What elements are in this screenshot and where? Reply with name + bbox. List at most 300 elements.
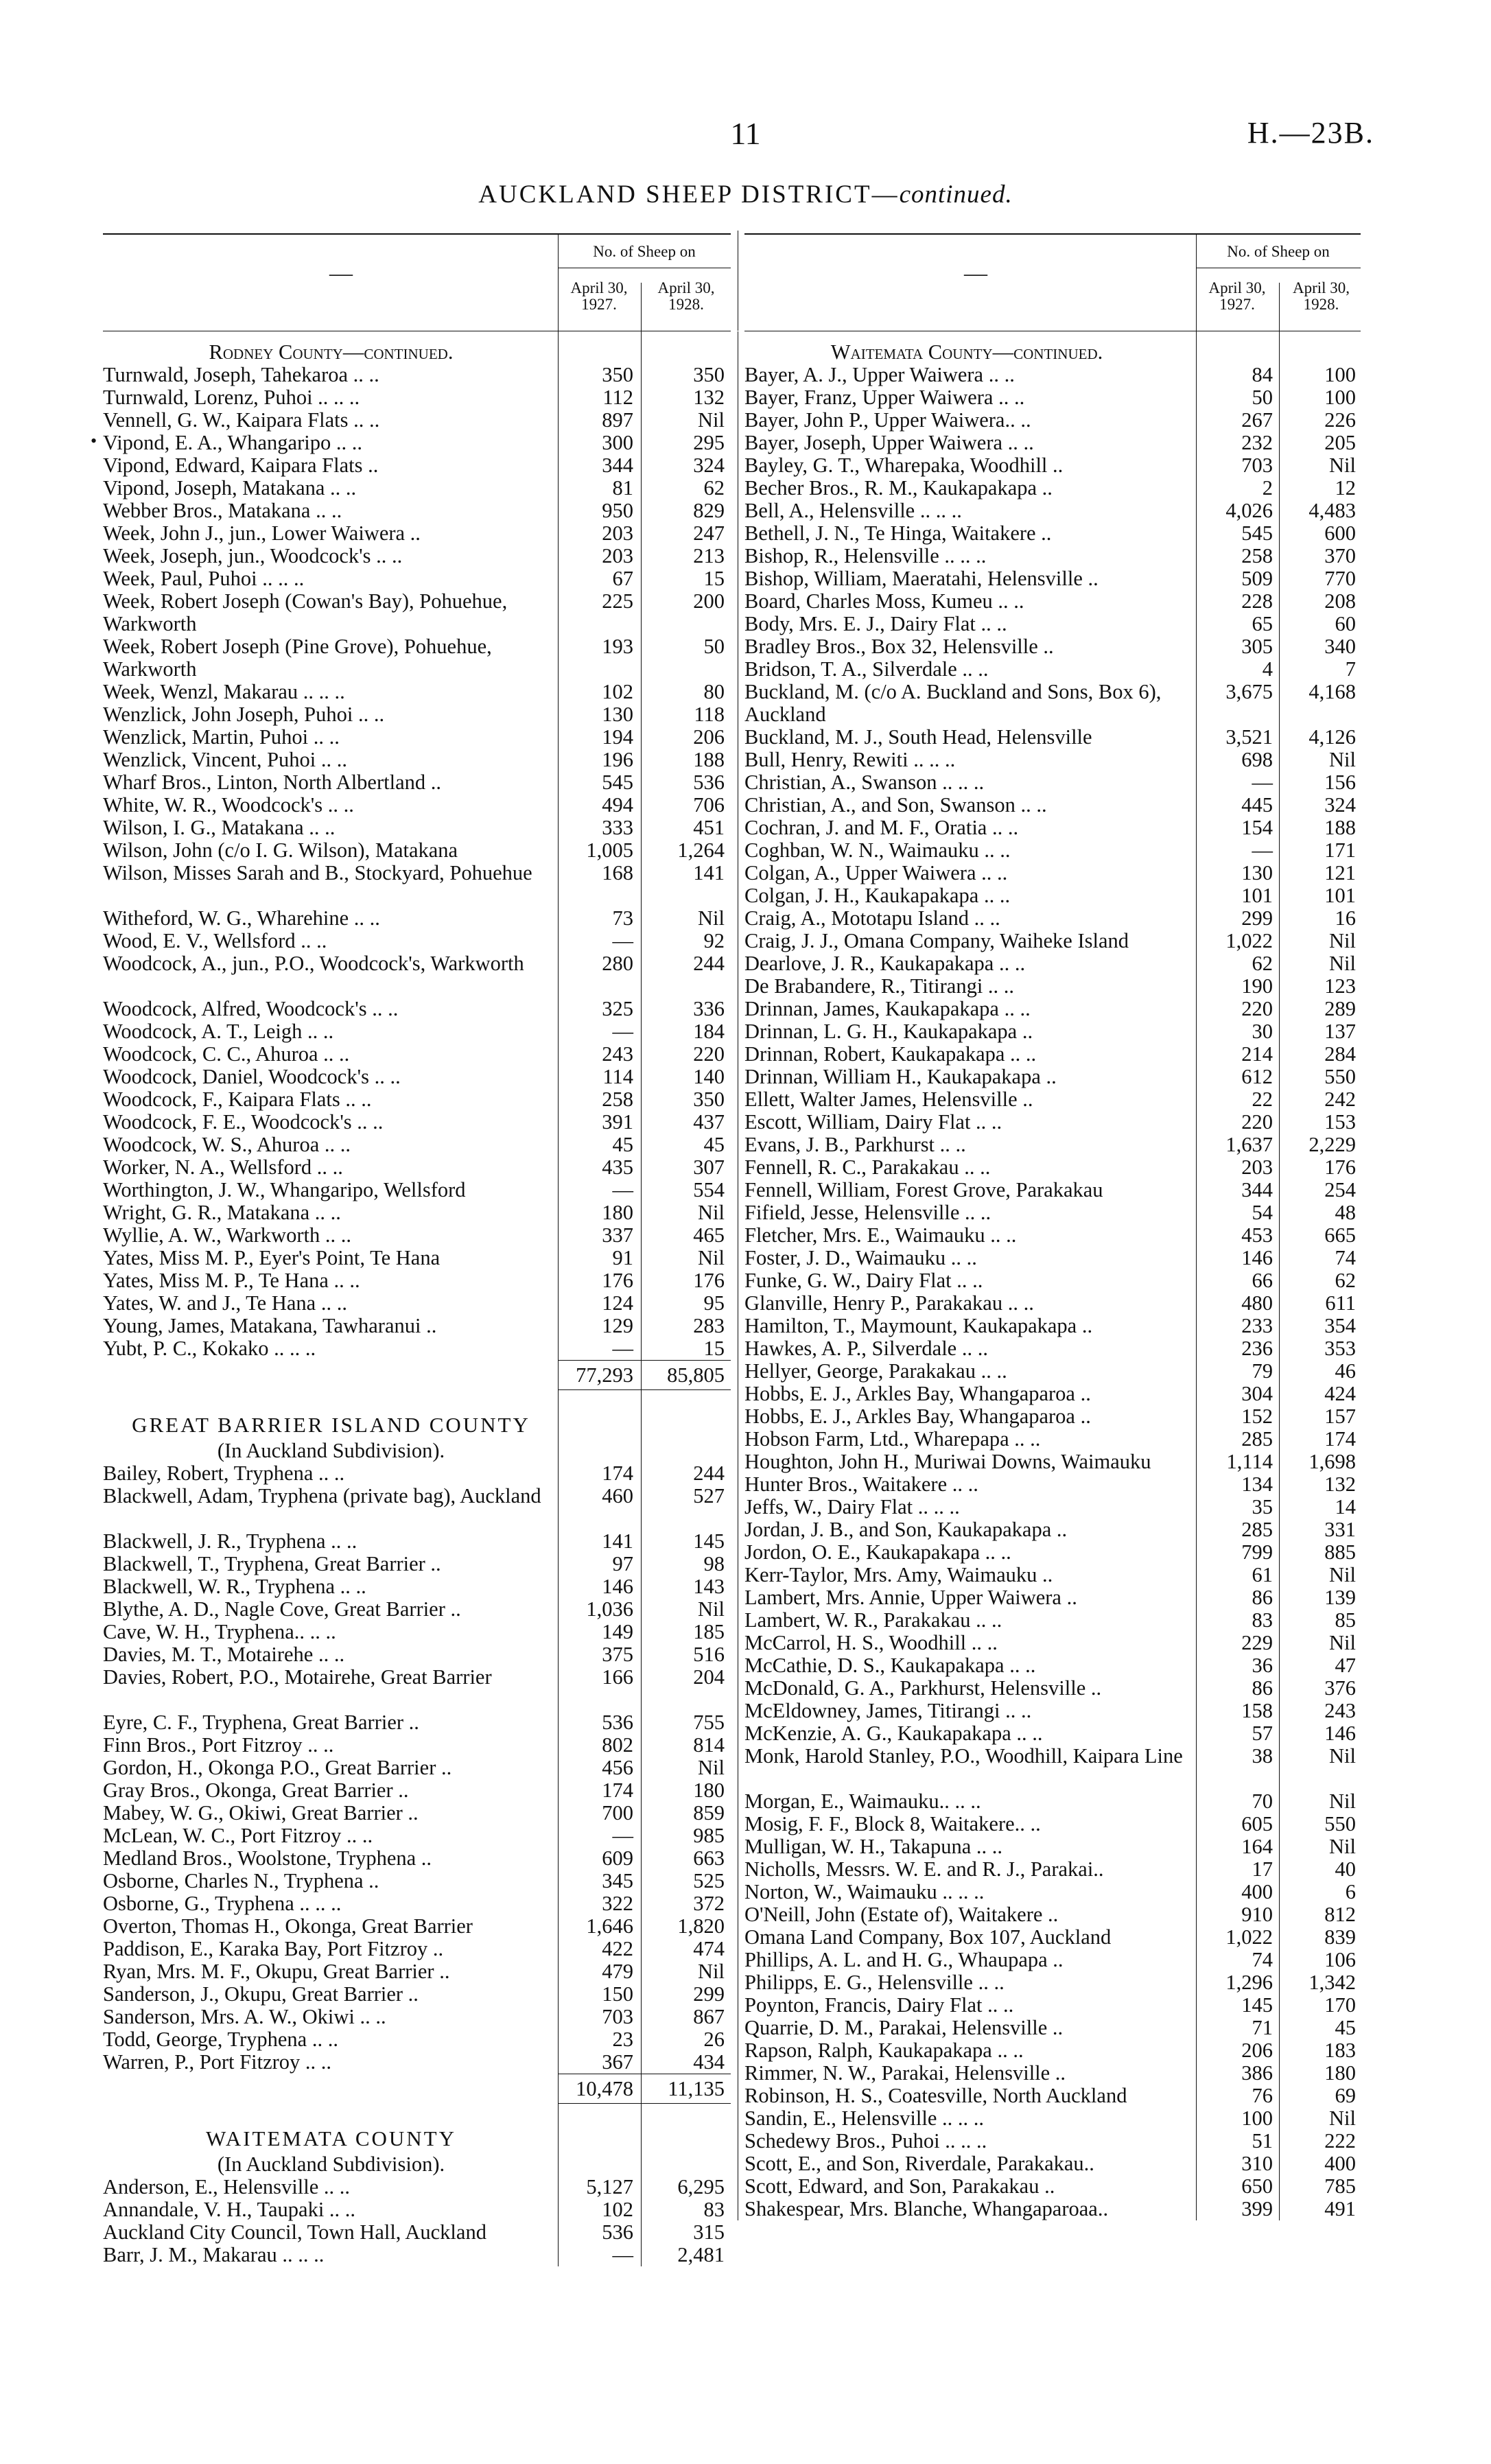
- holder-name: De Brabandere, R., Titirangi .. ..: [744, 974, 1015, 998]
- sheep-1928: Nil: [1329, 929, 1356, 952]
- sheep-1928: 829: [693, 499, 725, 522]
- sheep-1928: 353: [1324, 1337, 1356, 1360]
- holder-name: Osborne, G., Tryphena .. .. ..: [103, 1892, 342, 1915]
- holder-name: Wilson, John (c/o I. G. Wilson), Matakana: [103, 838, 458, 862]
- sheep-1927: 910: [1241, 1903, 1273, 1926]
- sheep-1928: 141: [693, 861, 725, 884]
- table-row: [103, 2051, 731, 2074]
- sheep-1927: 146: [602, 1575, 633, 1598]
- sheep-1927: —: [612, 1824, 633, 1847]
- sheep-1928: 45: [1335, 2016, 1356, 2039]
- holder-name: Hamilton, T., Maymount, Kaukapakapa ..: [744, 1314, 1093, 1337]
- sheep-1927: 17: [1252, 1857, 1273, 1881]
- sheep-1927: 367: [602, 2050, 633, 2074]
- sheep-1928: 47: [1335, 1654, 1356, 1677]
- sheep-1927: —: [1252, 838, 1273, 862]
- sheep-1927: 220: [1241, 997, 1273, 1020]
- sheep-1928: 550: [1324, 1812, 1356, 1835]
- table-row: [103, 567, 731, 590]
- holder-name: Turnwald, Lorenz, Puhoi .. .. ..: [103, 386, 360, 409]
- holder-name: Foster, J. D., Waimauku .. ..: [744, 1246, 977, 1269]
- sheep-1927: 35: [1252, 1495, 1273, 1518]
- table-row: [744, 613, 1361, 635]
- holder-name: Davies, Robert, P.O., Motairehe, Great Barrier: [103, 1665, 492, 1689]
- table-row: [744, 862, 1361, 884]
- table-row: [103, 1088, 731, 1111]
- sheep-1928: 6: [1345, 1880, 1356, 1903]
- sheep-1927: 180: [602, 1201, 633, 1224]
- sheep-1927: 325: [602, 997, 633, 1020]
- sheep-1927: 86: [1252, 1586, 1273, 1609]
- table-row: [103, 454, 731, 477]
- sheep-1928: Nil: [698, 1597, 725, 1621]
- table-row: [744, 1111, 1361, 1134]
- holder-name: Nicholls, Messrs. W. E. and R. J., Parakai..: [744, 1857, 1104, 1881]
- sheep-1928: 92: [703, 929, 725, 952]
- table-row: [103, 998, 731, 1020]
- table-row: [744, 432, 1361, 454]
- sheep-1928: 205: [1324, 431, 1356, 454]
- holder-name: Vipond, E. A., Whangaripo .. ..: [103, 431, 362, 454]
- holder-name: Ryan, Mrs. M. F., Okupu, Great Barrier ..: [103, 1960, 450, 1983]
- sheep-1928: 254: [1324, 1178, 1356, 1201]
- table-row: [103, 1224, 731, 1247]
- sheep-1928: 516: [693, 1643, 725, 1666]
- page-reference: H.—23B.: [1247, 116, 1374, 150]
- sheep-1927: 196: [602, 748, 633, 771]
- sheep-1927: 2: [1262, 476, 1273, 500]
- table-row: [103, 771, 731, 794]
- sheep-1927: 22: [1252, 1088, 1273, 1111]
- sheep-1928: 62: [1335, 1269, 1356, 1292]
- sheep-1927: 333: [602, 816, 633, 839]
- table-row: [744, 1247, 1361, 1269]
- sheep-1928: 95: [703, 1291, 725, 1315]
- table-row: [103, 794, 731, 817]
- sheep-1927: 536: [602, 2220, 633, 2244]
- table-row: [744, 1813, 1361, 1835]
- sheep-1928: 4,126: [1308, 725, 1356, 749]
- sheep-1927: —: [612, 1178, 633, 1201]
- sheep-1928: Nil: [698, 1756, 725, 1779]
- holder-name: Eyre, C. F., Tryphena, Great Barrier ..: [103, 1711, 419, 1734]
- sheep-1928: 180: [693, 1779, 725, 1802]
- table-row: [744, 635, 1361, 658]
- sheep-1927: 1,646: [586, 1914, 633, 1938]
- sheep-1928: 14: [1335, 1495, 1356, 1518]
- table-row: [744, 1722, 1361, 1745]
- holder-name: McCarrol, H. S., Woodhill .. ..: [744, 1631, 998, 1654]
- sheep-1928: Nil: [1329, 952, 1356, 975]
- sheep-1927: 149: [602, 1620, 633, 1643]
- sheep-1927: 166: [602, 1665, 633, 1689]
- holder-name: Woodcock, C. C., Ahuroa .. ..: [103, 1042, 350, 1066]
- table-row: [103, 1485, 731, 1530]
- holder-name: Week, Robert Joseph (Pine Grove), Pohuehue, Warkworth: [103, 635, 492, 681]
- sheep-1927: 453: [1241, 1223, 1273, 1247]
- holder-name: Anderson, E., Helensville .. ..: [103, 2175, 350, 2198]
- sheep-1927: 1,022: [1225, 929, 1273, 952]
- sheep-1927: 345: [602, 1869, 633, 1892]
- sheep-1928: 600: [1324, 521, 1356, 545]
- table-row: [744, 658, 1361, 681]
- sheep-1928: 706: [693, 793, 725, 817]
- total-rodney: [103, 1360, 731, 1390]
- holder-name: Hunter Bros., Waitakere .. ..: [744, 1472, 978, 1496]
- holder-name: Fennell, R. C., Parakakau .. ..: [744, 1155, 991, 1179]
- holder-name: Colgan, A., Upper Waiwera .. ..: [744, 861, 1008, 884]
- sheep-1927: 36: [1252, 1654, 1273, 1677]
- table-row: [103, 1802, 731, 1824]
- table-row: [103, 2221, 731, 2244]
- sheep-1928: 137: [1324, 1020, 1356, 1043]
- table-row: [744, 794, 1361, 817]
- header-group-right: No. of Sheep on: [1227, 243, 1330, 260]
- table-row: [103, 1870, 731, 1892]
- holder-name: Bayer, Joseph, Upper Waiwera .. ..: [744, 431, 1034, 454]
- sheep-1927: 267: [1241, 408, 1273, 432]
- sheep-1928: 474: [693, 1937, 725, 1960]
- sheep-1927: 134: [1241, 1472, 1273, 1496]
- table-row: [103, 1111, 731, 1134]
- holder-name: Rimmer, N. W., Parakai, Helensville ..: [744, 2061, 1066, 2085]
- sheep-1927: 100: [1241, 2107, 1273, 2130]
- sheep-1927: 799: [1241, 1540, 1273, 1564]
- page-number: 11: [730, 116, 761, 151]
- sheep-1928: 812: [1324, 1903, 1356, 1926]
- table-row: [744, 884, 1361, 907]
- sheep-1927: 233: [1241, 1314, 1273, 1337]
- holder-name: Hobbs, E. J., Arkles Bay, Whangaparoa ..: [744, 1405, 1091, 1428]
- holder-name: Morgan, E., Waimauku.. .. ..: [744, 1790, 981, 1813]
- sheep-1927: 51: [1252, 2129, 1273, 2152]
- sheep-1928: 226: [1324, 408, 1356, 432]
- holder-name: Lambert, Mrs. Annie, Upper Waiwera ..: [744, 1586, 1077, 1609]
- sheep-1927: 70: [1252, 1790, 1273, 1813]
- sheep-1927: 190: [1241, 974, 1273, 998]
- sheep-1928: 770: [1324, 567, 1356, 590]
- holder-name: Drinnan, William H., Kaukapakapa ..: [744, 1065, 1057, 1088]
- sheep-1927: 305: [1241, 635, 1273, 658]
- sheep-1927: 479: [602, 1960, 633, 1983]
- holder-name: Woodcock, A. T., Leigh .. ..: [103, 1020, 334, 1043]
- holder-name: Todd, George, Tryphena .. ..: [103, 2028, 338, 2051]
- page-title: [0, 180, 1491, 209]
- sheep-1928: 121: [1324, 861, 1356, 884]
- holder-name: Scott, E., and Son, Riverdale, Parakakau..: [744, 2152, 1094, 2175]
- holder-name: McCathie, D. S., Kaukapakapa .. ..: [744, 1654, 1036, 1677]
- table-row: [744, 1496, 1361, 1518]
- holder-name: Blythe, A. D., Nagle Cove, Great Barrier ..: [103, 1597, 461, 1621]
- sheep-1927: 38: [1252, 1744, 1273, 1768]
- table-row: [103, 817, 731, 839]
- sheep-1927: 344: [1241, 1178, 1273, 1201]
- table-row: [103, 1066, 731, 1088]
- sheep-1928: 80: [703, 680, 725, 703]
- sheep-1927: 612: [1241, 1065, 1273, 1088]
- holder-name: Woodcock, Daniel, Woodcock's .. ..: [103, 1065, 401, 1088]
- header-col-1928-right: April 30, 1928.: [1292, 279, 1350, 313]
- holder-name: Bishop, William, Maeratahi, Helensville ..: [744, 567, 1099, 590]
- sheep-1928: 180: [1324, 2061, 1356, 2085]
- holder-name: Christian, A., Swanson .. .. ..: [744, 771, 985, 794]
- holder-name: Philipps, E. G., Helensville .. ..: [744, 1971, 1005, 1994]
- sheep-1928: 424: [1324, 1382, 1356, 1405]
- holder-name: Woodcock, A., jun., P.O., Woodcock's, Warkworth: [103, 952, 524, 975]
- holder-name: Hobson Farm, Ltd., Wharepapa .. ..: [744, 1427, 1041, 1451]
- holder-name: Fifield, Jesse, Helensville .. ..: [744, 1201, 991, 1224]
- sheep-1928: 100: [1324, 386, 1356, 409]
- sheep-1928: 74: [1335, 1246, 1356, 1269]
- sheep-1928: Nil: [1329, 454, 1356, 477]
- sheep-1928: 244: [693, 952, 725, 975]
- holder-name: Bayer, John P., Upper Waiwera.. ..: [744, 408, 1031, 432]
- sheep-1927: 228: [1241, 589, 1273, 613]
- sheep-1927: 545: [602, 771, 633, 794]
- sheep-1928: 50: [703, 635, 725, 658]
- holder-name: Sanderson, Mrs. A. W., Okiwi .. ..: [103, 2005, 386, 2028]
- sheep-1928: 85: [1335, 1608, 1356, 1632]
- sheep-1928: 350: [693, 363, 725, 386]
- table-row: [103, 749, 731, 771]
- sheep-1927: 232: [1241, 431, 1273, 454]
- sheep-1928: 170: [1324, 1993, 1356, 2017]
- sheep-1928: 611: [1325, 1291, 1356, 1315]
- holder-name: Woodcock, F. E., Woodcock's .. ..: [103, 1110, 384, 1134]
- sheep-1927: 71: [1252, 2016, 1273, 2039]
- table-row: [103, 2176, 731, 2198]
- table-row: [744, 1881, 1361, 1903]
- sheep-1927: —: [1252, 771, 1273, 794]
- sheep-1928: 554: [693, 1178, 725, 1201]
- table-row: [744, 2062, 1361, 2085]
- sheep-1927: 400: [1241, 1880, 1273, 1903]
- holder-name: Bishop, R., Helensville .. .. ..: [744, 544, 987, 567]
- holder-name: Bayer, A. J., Upper Waiwera .. ..: [744, 363, 1015, 386]
- sheep-1928: 1,264: [677, 838, 725, 862]
- holder-name: Jordan, J. B., and Son, Kaukapakapa ..: [744, 1518, 1068, 1541]
- right-table-header: [744, 233, 1361, 331]
- sheep-1927: 130: [602, 703, 633, 726]
- holder-name: Gray Bros., Okonga, Great Barrier ..: [103, 1779, 409, 1802]
- holder-name: Robinson, H. S., Coatesville, North Auckland: [744, 2084, 1127, 2107]
- sheep-1928: 536: [693, 771, 725, 794]
- table-row: [744, 1564, 1361, 1586]
- table-row: [103, 930, 731, 952]
- sheep-1927: 79: [1252, 1359, 1273, 1383]
- table-row: [103, 386, 731, 409]
- holder-name: Davies, M. T., Motairehe .. ..: [103, 1643, 345, 1666]
- table-row: [744, 2175, 1361, 2198]
- table-row: [744, 1292, 1361, 1315]
- table-row: [744, 771, 1361, 794]
- sheep-1927: 57: [1252, 1722, 1273, 1745]
- sheep-1927: 422: [602, 1937, 633, 1960]
- holder-name: Hawkes, A. P., Silverdale .. ..: [744, 1337, 988, 1360]
- holder-name: Woodcock, F., Kaipara Flats .. ..: [103, 1088, 372, 1111]
- table-row: [744, 2017, 1361, 2039]
- sheep-1928: 1,698: [1308, 1450, 1356, 1473]
- sheep-1927: 509: [1241, 567, 1273, 590]
- holder-name: McDonald, G. A., Parkhurst, Helensville ..: [744, 1676, 1102, 1700]
- sheep-1928: 157: [1324, 1405, 1356, 1428]
- holder-name: Christian, A., and Son, Swanson .. ..: [744, 793, 1047, 817]
- sheep-1928: 2,229: [1308, 1133, 1356, 1156]
- sheep-1928: 755: [693, 1711, 725, 1734]
- sheep-1928: 100: [1324, 363, 1356, 386]
- sheep-1927: 545: [1241, 521, 1273, 545]
- holder-name: Woodcock, W. S., Ahuroa .. ..: [103, 1133, 351, 1156]
- table-row: [103, 1530, 731, 1553]
- sheep-1928: 340: [1324, 635, 1356, 658]
- sheep-1928: 123: [1324, 974, 1356, 998]
- table-row: [744, 817, 1361, 839]
- sheep-1928: 550: [1324, 1065, 1356, 1088]
- holder-name: Phillips, A. L. and H. G., Whaupapa ..: [744, 1948, 1064, 1971]
- sheep-1927: 350: [602, 363, 633, 386]
- sheep-1927: 97: [612, 1552, 633, 1575]
- sheep-1928: 859: [693, 1801, 725, 1824]
- holder-name: Lambert, W. R., Parakakau .. ..: [744, 1608, 1002, 1632]
- table-row: [103, 1643, 731, 1666]
- sheep-1927: 236: [1241, 1337, 1273, 1360]
- sheep-1927: 258: [1241, 544, 1273, 567]
- sheep-1927: 101: [1241, 884, 1273, 907]
- table-row: [744, 522, 1361, 545]
- sheep-1928: 370: [1324, 544, 1356, 567]
- title-continued: continued.: [899, 180, 1013, 209]
- sheep-1927: 950: [602, 499, 633, 522]
- table-row: [744, 2085, 1361, 2107]
- sheep-1928: 83: [703, 2198, 725, 2221]
- table-row: [744, 1903, 1361, 1926]
- sheep-1928: 12: [1335, 476, 1356, 500]
- sheep-1927: 194: [602, 725, 633, 749]
- sheep-1927: 145: [1241, 1993, 1273, 2017]
- holder-name: Warren, P., Port Fitzroy .. ..: [103, 2050, 332, 2074]
- table-row: [744, 1835, 1361, 1858]
- holder-name: Yates, Miss M. P., Te Hana .. ..: [103, 1269, 360, 1292]
- sheep-1927: 214: [1241, 1042, 1273, 1066]
- table-row: [103, 477, 731, 500]
- sheep-1927: 1,036: [586, 1597, 633, 1621]
- holder-name: Bridson, T. A., Silverdale .. ..: [744, 657, 989, 681]
- sheep-1928: 188: [693, 748, 725, 771]
- sheep-1927: 84: [1252, 363, 1273, 386]
- holder-name: Buckland, M. (c/o A. Buckland and Sons, Box 6), Auckland: [744, 680, 1162, 726]
- sheep-1928: 4,168: [1308, 680, 1356, 703]
- sheep-1927: 337: [602, 1223, 633, 1247]
- holder-name: Shakespear, Mrs. Blanche, Whangaparoaa..: [744, 2197, 1109, 2220]
- table-row: [103, 1179, 731, 1201]
- sheep-1927: 435: [602, 1155, 633, 1179]
- header-col-1928: April 30, 1928.: [657, 279, 715, 313]
- total-great-barrier: [103, 2074, 731, 2104]
- total-1928: 85,805: [667, 1363, 725, 1387]
- sheep-1928: 222: [1324, 2129, 1356, 2152]
- sheep-1927: 206: [1241, 2039, 1273, 2062]
- holder-name: Wenzlick, John Joseph, Puhoi .. ..: [103, 703, 385, 726]
- holder-name: O'Neill, John (Estate of), Waitakere ..: [744, 1903, 1059, 1926]
- sheep-1927: 700: [602, 1801, 633, 1824]
- sheep-1928: Nil: [1329, 1790, 1356, 1813]
- sheep-1927: 174: [602, 1462, 633, 1485]
- header-dash-right: —: [964, 261, 987, 286]
- sheep-1927: 480: [1241, 1291, 1273, 1315]
- sheep-1928: 132: [1324, 1472, 1356, 1496]
- holder-name: Worthington, J. W., Whangaripo, Wellsford: [103, 1178, 466, 1201]
- table-row: [103, 1462, 731, 1485]
- sheep-1928: 324: [1324, 793, 1356, 817]
- sheep-1927: 129: [602, 1314, 633, 1337]
- table-row: [103, 1020, 731, 1043]
- sheep-1927: 168: [602, 861, 633, 884]
- sheep-1927: 4,026: [1225, 499, 1273, 522]
- sheep-1927: 299: [1241, 906, 1273, 930]
- sheep-1927: 50: [1252, 386, 1273, 409]
- sheep-1927: 445: [1241, 793, 1273, 817]
- holder-name: Paddison, E., Karaka Bay, Port Fitzroy ..: [103, 1937, 444, 1960]
- holder-name: Auckland City Council, Town Hall, Auckland: [103, 2220, 486, 2244]
- total-1927: 10,478: [576, 2077, 633, 2100]
- table-row: [103, 1621, 731, 1643]
- table-row: [103, 1337, 731, 1360]
- holder-name: Omana Land Company, Box 107, Auckland: [744, 1925, 1112, 1949]
- holder-name: Monk, Harold Stanley, P.O., Woodhill, Kaipara Line: [744, 1744, 1183, 1768]
- holder-name: Drinnan, Robert, Kaukapakapa .. ..: [744, 1042, 1037, 1066]
- table-row: [103, 2244, 731, 2266]
- table-row: [744, 1134, 1361, 1156]
- sheep-1927: 74: [1252, 1948, 1273, 1971]
- sheep-1927: 375: [602, 1643, 633, 1666]
- holder-name: Blackwell, Adam, Tryphena (private bag), Auckland: [103, 1484, 541, 1507]
- sheep-1928: 174: [1324, 1427, 1356, 1451]
- table-row: [103, 1734, 731, 1757]
- sheep-1927: 258: [602, 1088, 633, 1111]
- table-row: [744, 749, 1361, 771]
- holder-name: Bull, Henry, Rewiti .. .. ..: [744, 748, 956, 771]
- sheep-1927: 1,114: [1226, 1450, 1273, 1473]
- holder-name: Bailey, Robert, Tryphena .. ..: [103, 1462, 345, 1485]
- sheep-1927: 102: [602, 680, 633, 703]
- table-row: [744, 1971, 1361, 1994]
- sheep-1927: 280: [602, 952, 633, 975]
- table-row: [744, 1858, 1361, 1881]
- table-row: [744, 1428, 1361, 1451]
- sheep-1928: 465: [693, 1223, 725, 1247]
- sheep-1928: 62: [703, 476, 725, 500]
- sheep-1927: 193: [602, 635, 633, 658]
- sheep-1927: 3,675: [1225, 680, 1273, 703]
- holder-name: Fennell, William, Forest Grove, Parakakau: [744, 1178, 1103, 1201]
- sheep-1927: 150: [602, 1982, 633, 2006]
- sheep-1928: 69: [1335, 2084, 1356, 2107]
- table-row: [744, 477, 1361, 500]
- header-col-1927: April 30, 1927.: [570, 279, 628, 313]
- sheep-1928: 185: [693, 1620, 725, 1643]
- holder-name: Vennell, G. W., Kaipara Flats .. ..: [103, 408, 380, 432]
- sheep-1928: 376: [1324, 1676, 1356, 1700]
- table-row: [103, 1292, 731, 1315]
- holder-name: Week, Paul, Puhoi .. .. ..: [103, 567, 305, 590]
- sheep-1927: 609: [602, 1846, 633, 1870]
- sheep-1928: 184: [693, 1020, 725, 1043]
- table-row: [744, 454, 1361, 477]
- sheep-1927: —: [612, 1020, 633, 1043]
- sheep-1927: 399: [1241, 2197, 1273, 2220]
- table-row: [744, 1383, 1361, 1405]
- holder-name: Schedewy Bros., Puhoi .. .. ..: [744, 2129, 987, 2152]
